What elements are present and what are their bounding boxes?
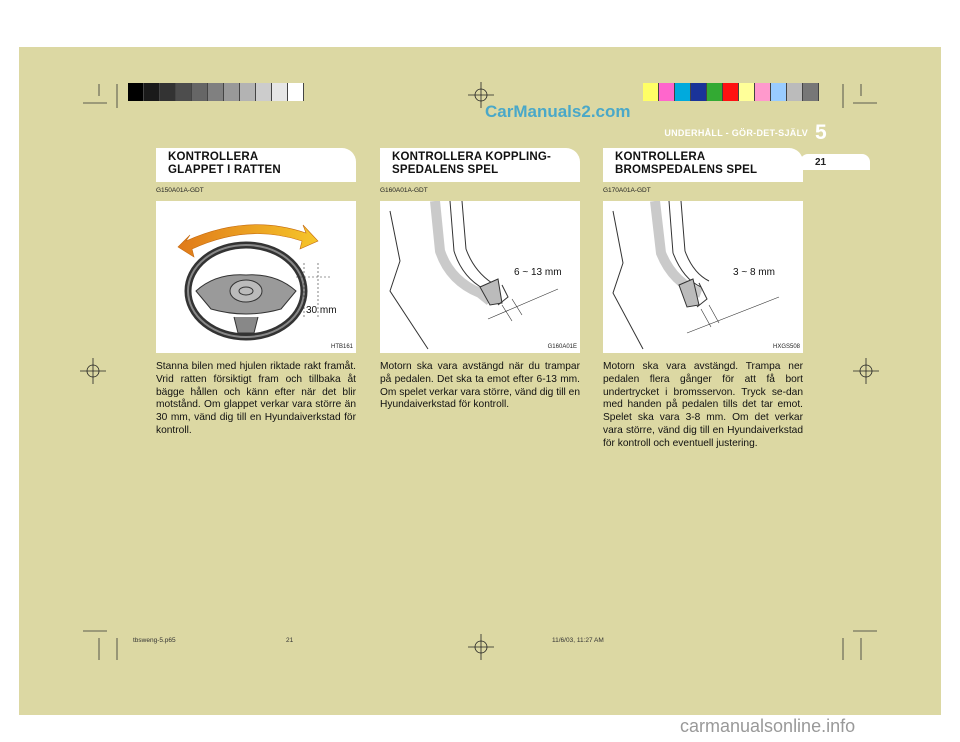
- color-swatch: [643, 83, 659, 101]
- section-brake-pedal: [603, 148, 803, 451]
- measurement-label: 3 ~ 8 mm: [733, 267, 775, 278]
- watermark-text: CarManuals2.com: [485, 102, 631, 121]
- measurement-label: 6 ~ 13 mm: [514, 267, 562, 278]
- body-text: Motorn ska vara avstängd. Trampa ner pedalen flera gånger för att få bort undertrycket i bromsservon. Tryck se-dan med handen på pedalen tills det tar emot. Spelet ska vara 3-8 mm. Om det verkar vara större, vänd dig till en Hyundaiverkstad för kontroll och eventuell justering.: [603, 361, 803, 449]
- site-watermark: carmanualsonline.info: [680, 716, 856, 736]
- color-swatch: [675, 83, 691, 101]
- section-title: KONTROLLERA KOPPLING- SPEDALENS SPEL: [380, 148, 580, 182]
- body-text: Motorn ska vara avstängd när du trampar på pedalen. Det ska ta emot efter 6-13 mm. Om spelet verkar vara större, vänd dig till en Hyundaiverkstad för kontroll.: [380, 361, 580, 411]
- brake-pedal-figure: [603, 201, 803, 353]
- color-swatch: [176, 83, 192, 101]
- measurement-label: 30 mm: [306, 305, 337, 316]
- color-swatch: [755, 83, 771, 101]
- color-swatch: [787, 83, 803, 101]
- figure-code: HXGS508: [772, 344, 800, 350]
- color-swatch: [144, 83, 160, 101]
- section-steering-play: [156, 148, 356, 438]
- chapter-number: 5: [815, 121, 827, 144]
- cmyk-color-bar: [643, 83, 819, 101]
- color-swatch: [771, 83, 787, 101]
- figure-code: HTB161: [330, 344, 353, 350]
- color-swatch: [160, 83, 176, 101]
- color-swatch: [256, 83, 272, 101]
- color-swatch: [240, 83, 256, 101]
- section-clutch-pedal: [380, 148, 580, 412]
- clutch-pedal-figure: [380, 201, 580, 353]
- color-swatch: [272, 83, 288, 101]
- page-number-tab: [800, 154, 870, 170]
- color-swatch: [739, 83, 755, 101]
- color-swatch: [192, 83, 208, 101]
- footer-file: tbsweng-5.p65: [133, 637, 176, 644]
- body-text: Stanna bilen med hjulen riktade rakt framåt. Vrid ratten försiktigt fram och tillbaka åt bägge hållen och känn efter när det blir motstånd. Om glappet verkar vara större än 30 mm, vänd dig till en Hyundaiverkstad för kontroll.: [156, 361, 356, 436]
- color-swatch: [288, 83, 304, 101]
- section-title: KONTROLLERA GLAPPET I RATTEN: [156, 148, 356, 182]
- section-code: G150A01A-GDT: [156, 187, 204, 194]
- figure-code: G160A01E: [547, 344, 577, 350]
- footer-page: 21: [286, 637, 294, 644]
- footer-timestamp: 11/6/03, 11:27 AM: [552, 637, 604, 644]
- color-swatch: [224, 83, 240, 101]
- page-number: 21: [815, 157, 827, 168]
- steering-wheel-figure: [156, 201, 356, 353]
- color-swatch: [128, 83, 144, 101]
- color-swatch: [707, 83, 723, 101]
- grayscale-color-bar: [128, 83, 304, 101]
- section-header: UNDERHÅLL - GÖR-DET-SJÄLV: [664, 128, 808, 138]
- color-swatch: [803, 83, 819, 101]
- registration-mark-right: [853, 358, 879, 384]
- color-swatch: [659, 83, 675, 101]
- color-swatch: [691, 83, 707, 101]
- registration-mark-bottom: [468, 634, 494, 660]
- section-title: KONTROLLERA BROMSPEDALENS SPEL: [603, 148, 803, 182]
- color-swatch: [723, 83, 739, 101]
- section-code: G160A01A-GDT: [380, 187, 428, 194]
- section-code: G170A01A-GDT: [603, 187, 651, 194]
- color-swatch: [208, 83, 224, 101]
- registration-mark-left: [80, 358, 106, 384]
